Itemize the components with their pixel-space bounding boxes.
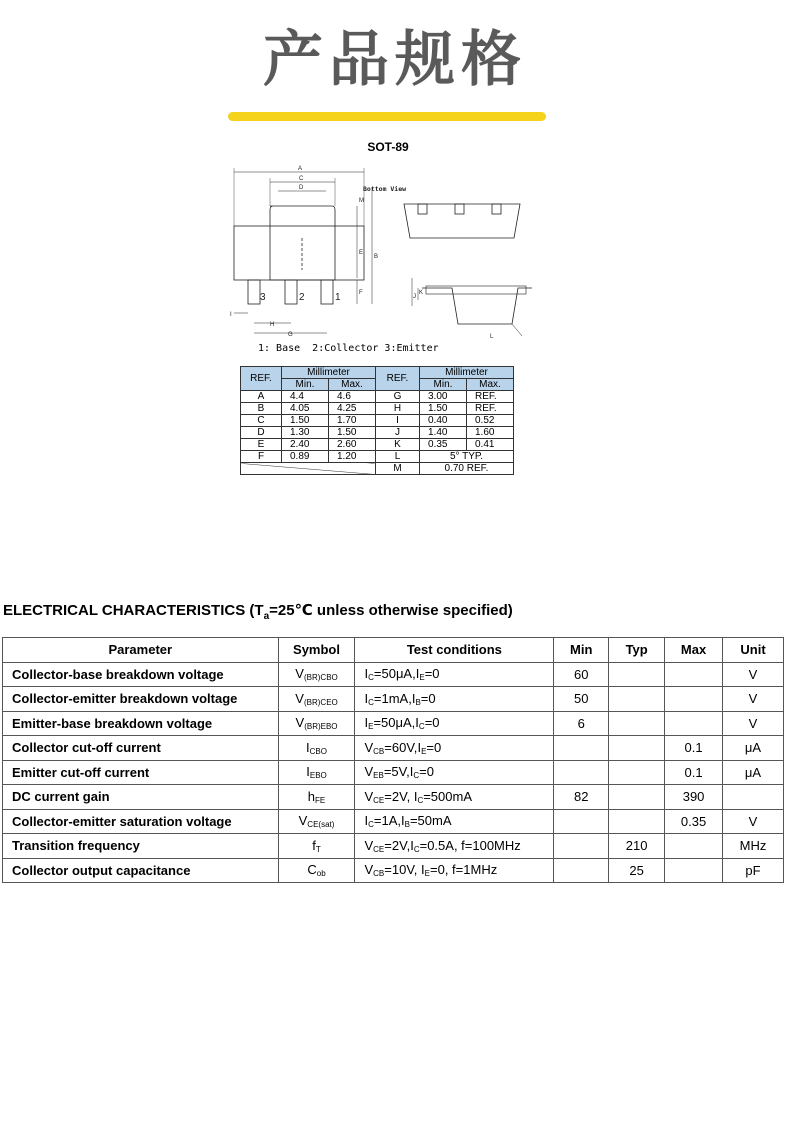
cond-symbol: V <box>364 837 374 853</box>
symbol-subscript: CE(sat) <box>307 820 335 830</box>
dim-ref: C <box>241 415 282 427</box>
cond-value: =60V, <box>384 739 418 755</box>
param-symbol <box>278 834 355 859</box>
cond-subscript: C <box>413 844 420 854</box>
symbol-main: V <box>298 813 308 829</box>
electrical-table <box>2 637 784 883</box>
dim-row <box>241 403 514 415</box>
cond-symbol: V <box>364 764 374 780</box>
cond-subscript: C <box>418 722 425 732</box>
dim-ref: D <box>241 427 282 439</box>
param-name: DC current gain <box>3 785 279 810</box>
ec-title-prefix: ELECTRICAL CHARACTERISTICS (T <box>3 602 264 619</box>
ec-table-body <box>3 662 784 883</box>
cond-symbol: I <box>364 690 369 706</box>
symbol-subscript: (BR)EBO <box>304 722 338 732</box>
param-name: Collector cut-off current <box>3 736 279 761</box>
dim-label-c: C <box>299 176 304 182</box>
value-max <box>665 662 723 687</box>
cond-symbol: I <box>401 813 405 829</box>
cond-subscript: B <box>404 820 410 830</box>
test-conditions <box>355 736 554 761</box>
pin-number-2: 2 <box>299 292 305 303</box>
param-symbol <box>278 687 355 712</box>
header-ref-left: REF. <box>241 367 282 391</box>
package-name: SOT-89 <box>367 140 409 154</box>
param-name: Collector-base breakdown voltage <box>3 662 279 687</box>
header-conditions: Test conditions <box>355 638 554 663</box>
cond-symbol: I <box>409 764 414 780</box>
dim-min: 3.00 <box>420 391 467 403</box>
value-unit: pF <box>723 858 784 883</box>
cond-subscript: E <box>419 673 425 683</box>
pin-3-outline <box>248 280 260 304</box>
dim-min: 1.40 <box>420 427 467 439</box>
cond-value: =0 <box>420 690 436 706</box>
cond-value: =0 <box>426 739 442 755</box>
dim-label-j: J <box>413 294 416 300</box>
dim-label-h: H <box>270 322 275 328</box>
header-max-left: Max. <box>329 379 376 391</box>
value-typ: 25 <box>609 858 665 883</box>
cond-value: =0 <box>424 666 440 682</box>
value-unit: V <box>723 687 784 712</box>
cond-value: =10V, <box>384 862 422 878</box>
param-symbol <box>278 662 355 687</box>
table-row <box>3 662 784 687</box>
cond-subscript: CB <box>373 746 385 756</box>
value-min: 82 <box>554 785 609 810</box>
param-name: Emitter cut-off current <box>3 760 279 785</box>
table-row <box>3 809 784 834</box>
param-name: Collector-emitter breakdown voltage <box>3 687 279 712</box>
cond-value: =1A, <box>373 813 401 829</box>
test-conditions <box>355 711 554 736</box>
value-typ <box>609 662 665 687</box>
value-typ <box>609 785 665 810</box>
header-millimeter-right: Millimeter <box>420 367 514 379</box>
param-name: Transition frequency <box>3 834 279 859</box>
param-symbol <box>278 711 355 736</box>
cond-symbol: I <box>410 837 414 853</box>
symbol-subscript: CBO <box>309 746 327 756</box>
value-min: 50 <box>554 687 609 712</box>
param-name: Emitter-base breakdown voltage <box>3 711 279 736</box>
dim-ref: H <box>376 403 420 415</box>
value-min <box>554 834 609 859</box>
symbol-subscript: FE <box>315 795 326 805</box>
side-view-top <box>404 204 520 238</box>
dim-label-k: K <box>419 290 424 296</box>
dim-max: 1.60 <box>467 427 514 439</box>
cond-value: =0, f=1MHz <box>430 862 498 878</box>
header-millimeter-left: Millimeter <box>282 367 376 379</box>
dim-row <box>241 415 514 427</box>
cond-symbol: I <box>411 690 416 706</box>
dim-min: 1.50 <box>420 403 467 415</box>
dim-min: 0.35 <box>420 439 467 451</box>
symbol-main: I <box>306 764 310 780</box>
header-max-right: Max. <box>467 379 514 391</box>
pin-number-3: 3 <box>260 292 266 303</box>
value-min <box>554 760 609 785</box>
cond-symbol: I <box>364 666 369 682</box>
dim-label-d: D <box>299 185 304 191</box>
electrical-section-title <box>3 601 513 622</box>
body-outline <box>234 226 364 280</box>
cond-value: =2V, <box>384 837 411 853</box>
dim-span: 5° TYP. <box>420 451 514 463</box>
cond-subscript: C <box>368 820 374 830</box>
symbol-subscript: ob <box>316 869 326 879</box>
table-row <box>3 858 784 883</box>
value-min <box>554 809 609 834</box>
cond-value: =2V, <box>384 788 414 804</box>
dim-label-e: E <box>359 250 364 256</box>
dim-max: 2.60 <box>329 439 376 451</box>
table-row <box>3 760 784 785</box>
ec-header-row <box>3 638 784 663</box>
cond-value: =0 <box>424 715 440 731</box>
param-symbol <box>278 858 355 883</box>
cond-value: =50μA, <box>373 666 416 682</box>
dim-max: 1.20 <box>329 451 376 463</box>
dim-min: 4.05 <box>282 403 329 415</box>
test-conditions <box>355 760 554 785</box>
table-row <box>3 736 784 761</box>
cond-subscript: EB <box>373 771 384 781</box>
symbol-subscript: (BR)CEO <box>303 697 338 707</box>
symbol-main: f <box>312 837 316 853</box>
ec-title-suffix: =25℃ unless otherwise specified) <box>269 602 513 619</box>
cond-value: =500mA <box>423 788 473 804</box>
package-outline-svg <box>222 158 542 348</box>
value-min: 6 <box>554 711 609 736</box>
dim-ref: F <box>241 451 282 463</box>
cond-subscript: E <box>421 746 427 756</box>
value-max <box>665 687 723 712</box>
value-max: 0.35 <box>665 809 723 834</box>
tab-outline <box>270 206 335 280</box>
param-symbol <box>278 785 355 810</box>
cond-value: =0.5A, f=100MHz <box>419 837 521 853</box>
symbol-main: I <box>306 739 310 755</box>
table-row <box>3 711 784 736</box>
header-max: Max <box>665 638 723 663</box>
ec-title-subscript: a <box>263 611 270 622</box>
cond-symbol: I <box>364 813 369 829</box>
dim-ref: E <box>241 439 282 451</box>
cond-subscript: E <box>368 722 374 732</box>
dim-ref: A <box>241 391 282 403</box>
cond-subscript: C <box>413 771 420 781</box>
cond-value: =50mA <box>409 813 452 829</box>
dim-row <box>241 463 514 475</box>
symbol-subscript: EBO <box>309 771 327 781</box>
value-min <box>554 858 609 883</box>
value-unit <box>723 785 784 810</box>
param-name: Collector-emitter saturation voltage <box>3 809 279 834</box>
param-name: Collector output capacitance <box>3 858 279 883</box>
header-ref-right: REF. <box>376 367 420 391</box>
dim-max: REF. <box>467 403 514 415</box>
cond-symbol: V <box>364 788 374 804</box>
symbol-main: V <box>295 715 305 731</box>
value-unit: V <box>723 662 784 687</box>
dim-ref: B <box>241 403 282 415</box>
cond-subscript: C <box>417 795 424 805</box>
dim-max: 4.6 <box>329 391 376 403</box>
cond-value: =5V, <box>383 764 410 780</box>
cond-symbol: I <box>415 666 420 682</box>
header-parameter: Parameter <box>3 638 279 663</box>
symbol-main: V <box>295 690 304 706</box>
header-min-left: Min. <box>282 379 329 391</box>
dim-ref: K <box>376 439 420 451</box>
value-max <box>665 858 723 883</box>
param-symbol <box>278 760 355 785</box>
test-conditions <box>355 858 554 883</box>
dim-max: 0.41 <box>467 439 514 451</box>
symbol-subscript: (BR)CBO <box>303 673 338 683</box>
pin-number-1: 1 <box>335 292 341 303</box>
side-view-bottom <box>422 288 532 324</box>
pin-1-outline <box>321 280 333 304</box>
package-drawing <box>222 158 542 348</box>
value-max <box>665 834 723 859</box>
cond-value: =50μA, <box>373 715 416 731</box>
header-min-right: Min. <box>420 379 467 391</box>
bottom-view-label: Bottom View <box>363 185 407 193</box>
value-typ: 210 <box>609 834 665 859</box>
value-min: 60 <box>554 662 609 687</box>
dim-row <box>241 391 514 403</box>
cond-subscript: B <box>415 697 421 707</box>
cond-symbol: I <box>364 715 369 731</box>
value-max: 390 <box>665 785 723 810</box>
value-unit: V <box>723 711 784 736</box>
value-unit: V <box>723 809 784 834</box>
value-max: 0.1 <box>665 736 723 761</box>
symbol-main: C <box>307 862 317 878</box>
test-conditions <box>355 809 554 834</box>
cond-value: =1mA, <box>373 690 412 706</box>
dim-max: 4.25 <box>329 403 376 415</box>
table-row <box>3 834 784 859</box>
value-max <box>665 711 723 736</box>
dim-min: 4.4 <box>282 391 329 403</box>
cond-symbol: V <box>364 862 374 878</box>
cond-value: =0 <box>419 764 434 780</box>
cond-subscript: C <box>368 673 374 683</box>
header-min: Min <box>554 638 609 663</box>
cond-symbol: I <box>421 862 425 878</box>
dim-min: 0.40 <box>420 415 467 427</box>
dim-ref: G <box>376 391 420 403</box>
test-conditions <box>355 687 554 712</box>
cond-subscript: C <box>368 697 374 707</box>
page-title: 产品规格 <box>263 25 527 95</box>
value-typ <box>609 687 665 712</box>
cond-subscript: E <box>424 869 431 879</box>
dim-max: 1.50 <box>329 427 376 439</box>
table-row <box>3 785 784 810</box>
dim-row <box>241 439 514 451</box>
dim-label-i: I <box>230 312 232 318</box>
dim-ref: M <box>376 463 420 475</box>
symbol-subscript: T <box>315 844 321 854</box>
table-row <box>3 687 784 712</box>
header-symbol: Symbol <box>278 638 355 663</box>
cond-subscript: CB <box>373 869 385 879</box>
dim-label-g: G <box>288 332 293 338</box>
dim-max: REF. <box>467 391 514 403</box>
cond-symbol: I <box>417 739 422 755</box>
dim-row <box>241 427 514 439</box>
value-max: 0.1 <box>665 760 723 785</box>
dim-label-f: F <box>359 290 363 296</box>
dim-min: 2.40 <box>282 439 329 451</box>
param-symbol <box>278 809 355 834</box>
dim-ref: I <box>376 415 420 427</box>
value-typ <box>609 760 665 785</box>
dim-min: 1.50 <box>282 415 329 427</box>
dim-max: 0.52 <box>467 415 514 427</box>
test-conditions <box>355 834 554 859</box>
cond-subscript: CE <box>373 795 385 805</box>
dim-ref: J <box>376 427 420 439</box>
value-typ <box>609 809 665 834</box>
dim-label-a: A <box>298 166 303 172</box>
dim-row <box>241 451 514 463</box>
value-min <box>554 736 609 761</box>
dim-label-l: L <box>490 334 494 340</box>
value-typ <box>609 711 665 736</box>
cond-symbol: V <box>364 739 374 755</box>
symbol-main: V <box>295 666 304 682</box>
title-underline <box>228 112 546 121</box>
dim-span: 0.70 REF. <box>420 463 514 475</box>
dim-label-m: M <box>359 198 364 204</box>
cond-subscript: CE <box>373 844 385 854</box>
value-unit: MHz <box>723 834 784 859</box>
symbol-main: h <box>307 788 316 804</box>
header-typ: Typ <box>609 638 665 663</box>
value-typ <box>609 736 665 761</box>
value-unit: μA <box>723 760 784 785</box>
value-unit: μA <box>723 736 784 761</box>
dim-min: 1.30 <box>282 427 329 439</box>
dimension-table <box>240 366 514 475</box>
empty-diagonal-cell <box>241 463 376 475</box>
dim-min: 0.89 <box>282 451 329 463</box>
param-symbol <box>278 736 355 761</box>
cond-symbol: I <box>415 715 419 731</box>
cond-symbol: I <box>413 788 418 804</box>
test-conditions <box>355 662 554 687</box>
dim-ref: L <box>376 451 420 463</box>
test-conditions <box>355 785 554 810</box>
dim-label-b: B <box>374 254 379 260</box>
pin-legend: 1: Base 2:Collector 3:Emitter <box>258 343 439 354</box>
pin-2-outline <box>285 280 297 304</box>
header-unit: Unit <box>723 638 784 663</box>
dim-max: 1.70 <box>329 415 376 427</box>
